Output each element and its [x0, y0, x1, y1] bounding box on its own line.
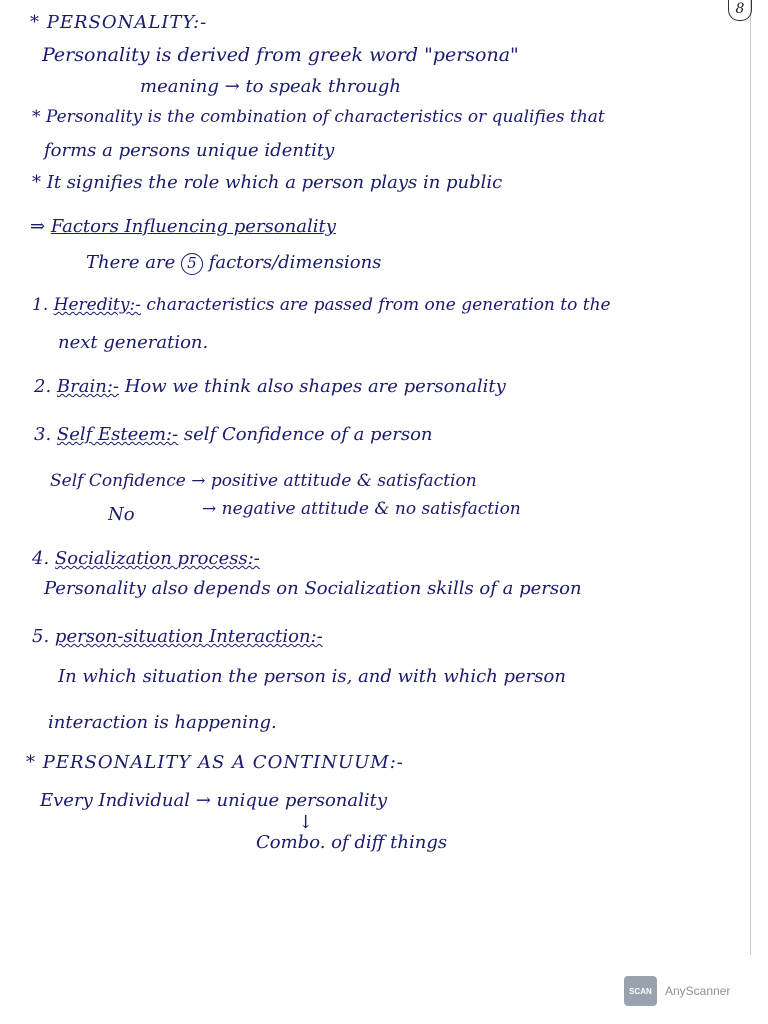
continuum-combo: Combo. of diff things [256, 832, 448, 853]
scanner-watermark [624, 976, 730, 1006]
factors-intro-start: There are [86, 252, 176, 273]
factor-2 [34, 376, 506, 398]
factor-3-number: 3. [34, 424, 52, 445]
factor-3-text: self Confidence of a person [183, 424, 433, 445]
heading-personality: * PERSONALITY:- [30, 12, 208, 33]
line-identity: forms a persons unique identity [44, 140, 335, 161]
factor-1-number: 1. [32, 295, 49, 315]
page-number: 8 [728, 0, 752, 21]
self-confidence-no-label: No [108, 504, 135, 525]
factor-1 [32, 294, 611, 316]
factor-2-title: Brain:- [56, 376, 119, 397]
continuum-line: Every Individual → unique personality [40, 790, 388, 811]
factor-3 [34, 424, 433, 446]
self-confidence-negative: → negative attitude & no satisfaction [202, 499, 521, 519]
scanner-watermark-text: AnyScanner [665, 984, 731, 998]
line-meaning: meaning → to speak through [140, 76, 401, 97]
factors-heading-line [30, 216, 336, 238]
factor-4 [32, 548, 260, 570]
factor-2-text: How we think also shapes are personality [124, 376, 506, 397]
scan-app-icon: SCAN [624, 976, 657, 1006]
factor-3-title: Self Esteem:- [56, 424, 179, 445]
heading-continuum: * PERSONALITY AS A CONTINUUM:- [26, 752, 404, 773]
line-combination: * Personality is the combination of characteristics or qualifies that [32, 107, 605, 127]
factors-heading: Factors Influencing personality [50, 216, 336, 237]
factors-arrow: ⇒ [30, 216, 46, 237]
line-signifies: * It signifies the role which a person plays in public [32, 172, 503, 193]
factor-1-continued: next generation. [58, 332, 209, 353]
line-derived: Personality is derived from greek word "persona" [42, 44, 519, 66]
factor-4-text: Personality also depends on Socialization skills of a person [44, 578, 582, 599]
factors-intro-end: factors/dimensions [208, 252, 382, 273]
paper-edge-divider [750, 0, 751, 955]
factor-5-text: In which situation the person is, and with which person [58, 666, 566, 687]
continuum-down-arrow: ↓ [298, 812, 314, 833]
factor-1-text: characteristics are passed from one generation to the [146, 295, 611, 315]
factor-4-title: Socialization process:- [54, 548, 260, 569]
factors-count-circled: 5 [181, 253, 203, 275]
factor-5-title: person-situation Interaction:- [54, 626, 323, 647]
factors-intro [86, 252, 381, 275]
factor-2-number: 2. [34, 376, 52, 397]
factor-1-title: Heredity:- [53, 295, 141, 315]
factor-5-continued: interaction is happening. [48, 712, 277, 733]
factor-5-number: 5. [32, 626, 50, 647]
factor-4-number: 4. [32, 548, 50, 569]
factor-5 [32, 626, 323, 648]
self-confidence-positive: Self Confidence → positive attitude & satisfaction [50, 471, 477, 491]
